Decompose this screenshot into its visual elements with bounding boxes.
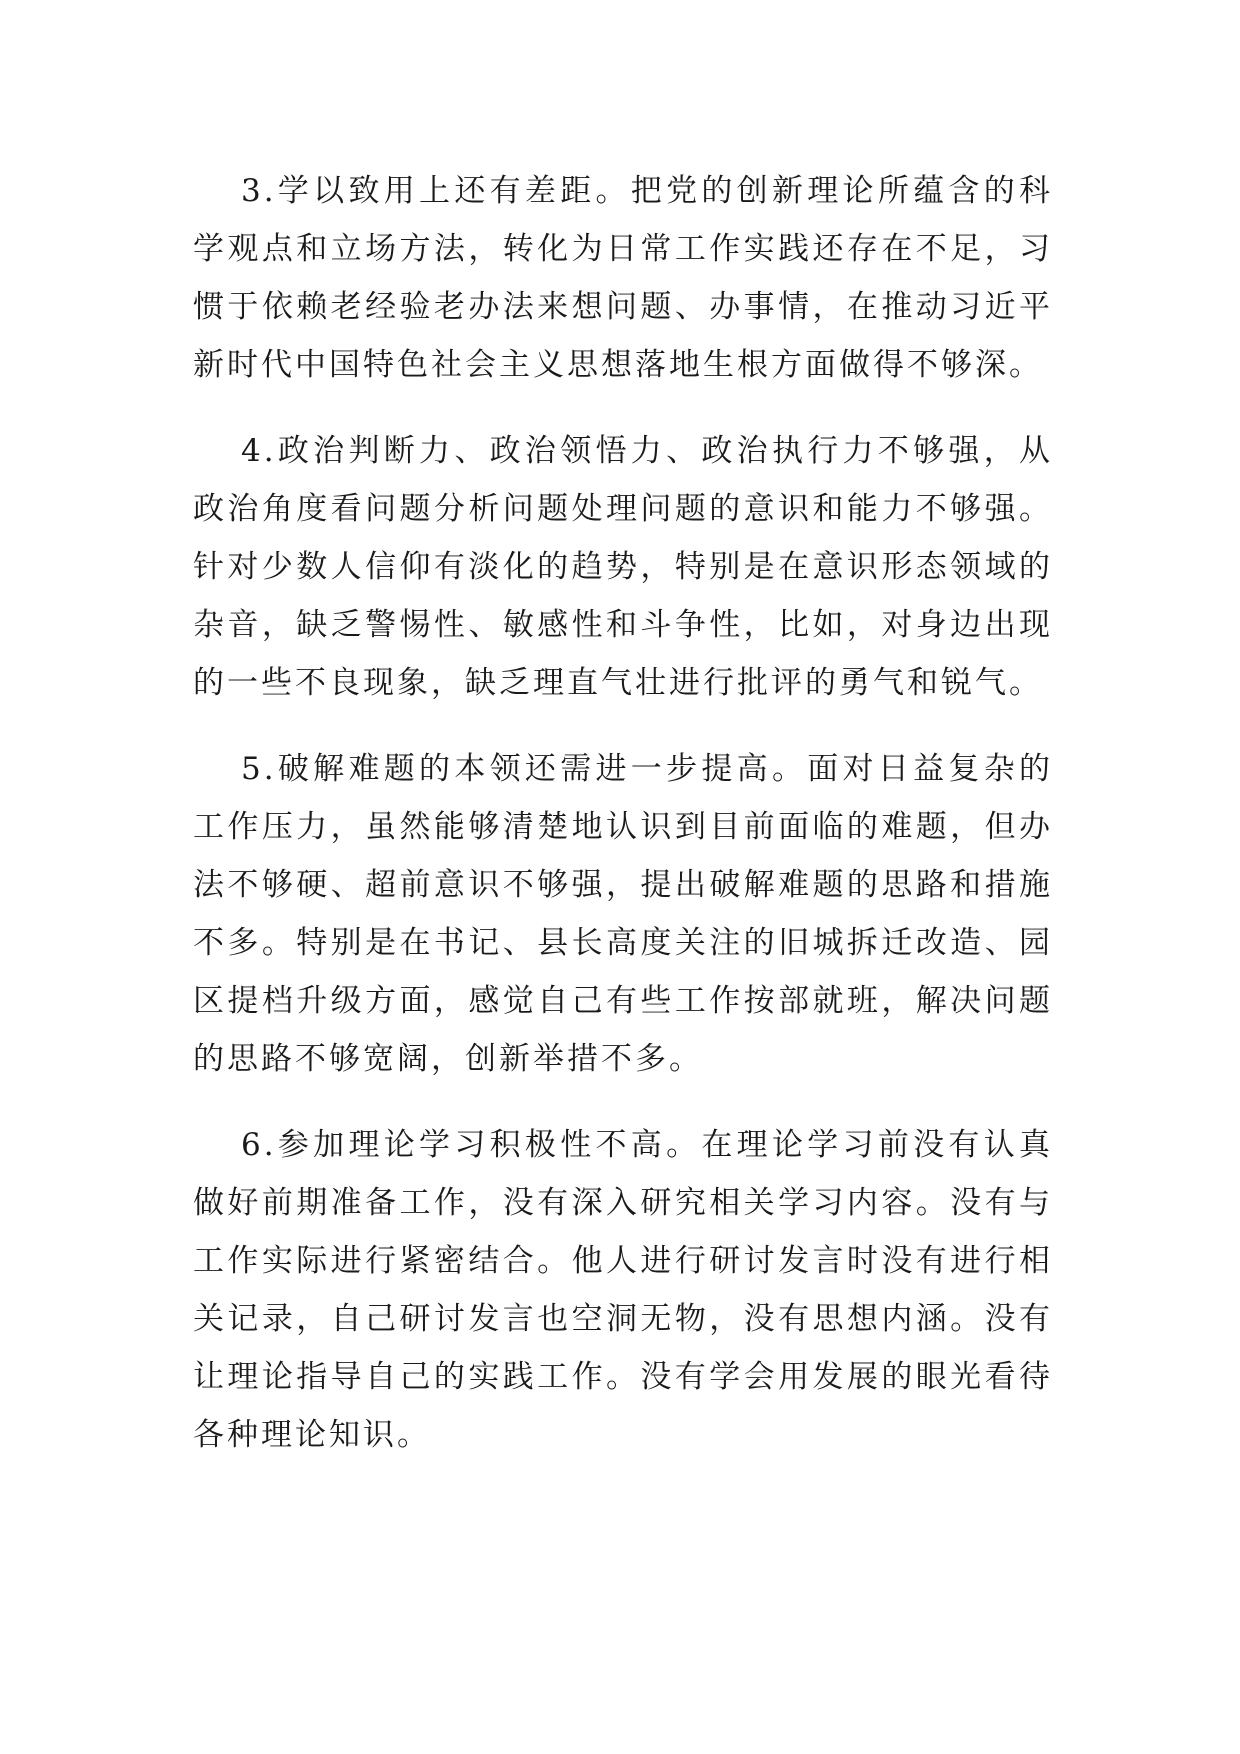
paragraph-item-4: 4.政治判断力、政治领悟力、政治执行力不够强，从政治角度看问题分析问题处理问题的意识和能力不够强。针对少数人信仰有淡化的趋势，特别是在意识形态领域的杂音，缺乏警惕性、敏感性和斗争性，比如，对身边出现的一些不良现象，缺乏理直气壮进行批评的勇气和锐气。	[193, 433, 1053, 701]
paragraph-item-5: 5.破解难题的本领还需进一步提高。面对日益复杂的工作压力，虽然能够清楚地认识到目前面临的难题，但办法不够硬、超前意识不够强，提出破解难题的思路和措施不多。特别是在书记、县长高度关注的旧城拆迁改造、园区提档升级方面，感觉自己有些工作按部就班，解决问题的思路不够宽阔，创新举措不多。	[193, 751, 1053, 1077]
document-body	[193, 162, 1053, 1492]
paragraph-item-3: 3.学以致用上还有差距。把党的创新理论所蕴含的科学观点和立场方法，转化为日常工作实践还存在不足，习惯于依赖老经验老办法来想问题、办事情，在推动习近平新时代中国特色社会主义思想落地生根方面做得不够深。	[193, 173, 1053, 383]
paragraph-item-6: 6.参加理论学习积极性不高。在理论学习前没有认真做好前期准备工作，没有深入研究相关学习内容。没有与工作实际进行紧密结合。他人进行研讨发言时没有进行相关记录，自己研讨发言也空洞无物，没有思想内涵。没有让理论指导自己的实践工作。没有学会用发展的眼光看待各种理论知识。	[193, 1127, 1053, 1453]
